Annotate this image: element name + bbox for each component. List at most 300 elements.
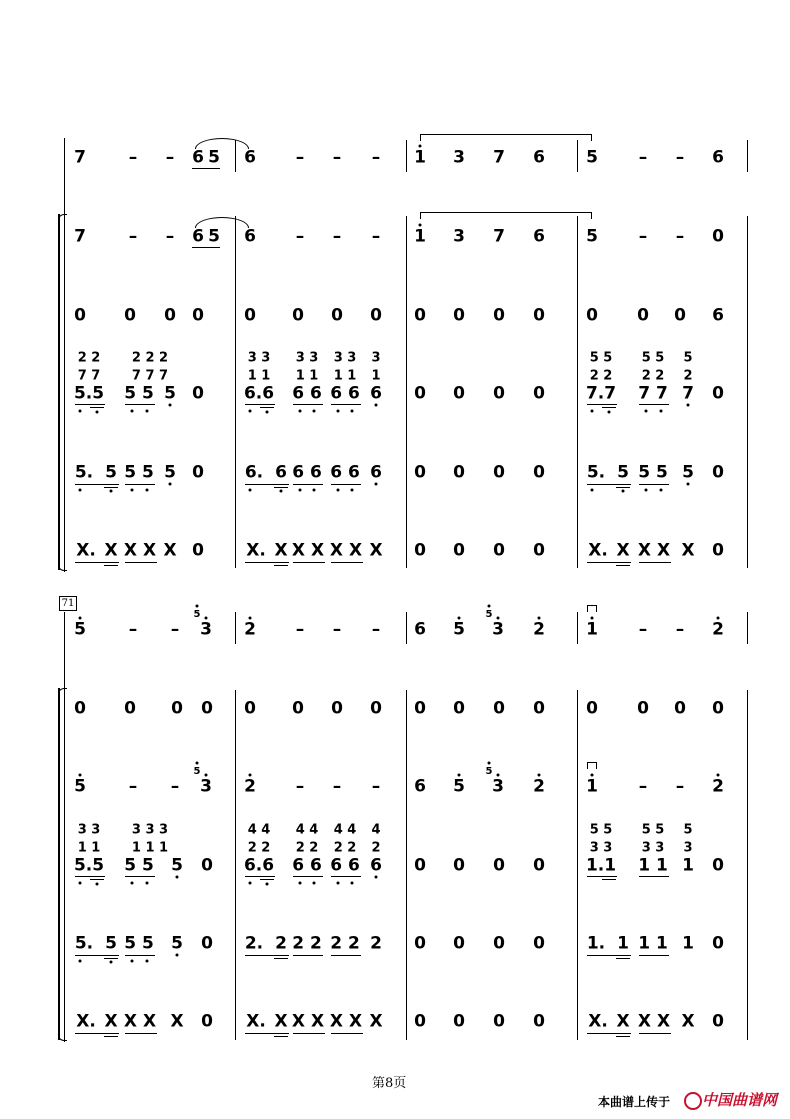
low-octave-dot <box>351 410 354 413</box>
octave-dot <box>205 774 208 777</box>
note: 0 <box>533 933 545 954</box>
note: 1 1 <box>638 855 668 876</box>
underline <box>192 168 220 169</box>
underline <box>274 565 288 566</box>
low-octave-dot <box>313 489 316 492</box>
low-octave-dot <box>249 489 252 492</box>
dash: – <box>295 776 305 797</box>
chord-top: 4 4 <box>333 822 357 838</box>
underline <box>125 404 155 405</box>
note: 0 <box>453 305 465 326</box>
note: 5 <box>105 462 117 483</box>
low-octave-dot <box>313 882 316 885</box>
underline <box>602 879 616 880</box>
dash: – <box>638 619 648 640</box>
note: 5 5 <box>638 462 668 483</box>
octave-dot <box>79 617 82 620</box>
dash: – <box>675 226 685 247</box>
note: 2 2 <box>292 933 322 954</box>
underline <box>587 876 617 877</box>
underline <box>587 484 631 485</box>
dash: – <box>675 147 685 168</box>
note: 3 <box>492 619 504 640</box>
bar-line <box>747 690 748 1040</box>
low-octave-dot <box>645 410 648 413</box>
underline <box>331 1033 363 1034</box>
note: 1 1 <box>638 933 668 954</box>
note: 6 <box>192 147 204 168</box>
note: 0 <box>201 855 213 876</box>
page-number: 第8页 <box>372 1076 407 1091</box>
note: 6 <box>414 776 426 797</box>
note: 0 <box>171 698 183 719</box>
bar-line <box>235 216 236 568</box>
note: 0 <box>453 855 465 876</box>
slur <box>195 138 249 149</box>
note: 0 <box>124 698 136 719</box>
note: 0 <box>533 462 545 483</box>
system-start-line <box>64 612 65 1042</box>
chord-top: 3 3 <box>295 350 319 366</box>
note: 5. <box>586 462 606 483</box>
octave-dot <box>196 762 199 765</box>
note: 0 <box>712 1011 724 1032</box>
octave-dot <box>488 605 491 608</box>
note: 0 <box>244 305 256 326</box>
note: 1 <box>414 226 426 247</box>
note: X. <box>76 540 96 561</box>
brace-bottom <box>58 562 67 571</box>
dash: – <box>332 147 342 168</box>
note: 7 <box>493 226 505 247</box>
note: 0 <box>192 305 204 326</box>
note: 0 <box>586 305 598 326</box>
low-octave-dot <box>146 882 149 885</box>
chord-mid: 2 2 <box>295 840 319 856</box>
chord-top: 3 3 <box>333 350 357 366</box>
note: 7 <box>682 383 694 404</box>
note: 7 7 <box>638 383 668 404</box>
underline <box>639 876 669 877</box>
chord-mid: 2 <box>371 840 381 856</box>
low-octave-dot <box>79 960 82 963</box>
low-octave-dot <box>351 882 354 885</box>
underline <box>192 247 220 248</box>
octave-dot <box>717 617 720 620</box>
note: 0 <box>292 698 304 719</box>
note: 0 <box>712 383 724 404</box>
note: 1 <box>682 855 694 876</box>
bar-line <box>406 690 407 1040</box>
low-octave-dot <box>249 410 252 413</box>
note: 0 <box>370 305 382 326</box>
low-octave-dot <box>687 404 690 407</box>
note: 0 <box>493 933 505 954</box>
note: 5. <box>74 462 94 483</box>
note: X. <box>246 1011 266 1032</box>
note: X <box>274 1011 288 1032</box>
octave-dot <box>419 145 422 148</box>
low-octave-dot <box>146 489 149 492</box>
underline <box>125 562 157 563</box>
note: 6 <box>370 462 382 483</box>
note: 0 <box>712 462 724 483</box>
note: 0 <box>414 462 426 483</box>
underline <box>104 1036 118 1037</box>
low-octave-dot <box>266 411 269 414</box>
low-octave-dot <box>131 410 134 413</box>
underline <box>75 484 119 485</box>
note: X <box>170 1011 184 1032</box>
dash: – <box>170 619 180 640</box>
octave-dot <box>79 774 82 777</box>
octave-dot <box>497 774 500 777</box>
note: 6 <box>533 226 545 247</box>
brace-line <box>58 214 60 570</box>
low-octave-dot <box>591 489 594 492</box>
low-octave-dot <box>375 483 378 486</box>
octave-dot <box>497 617 500 620</box>
chord-top: 3 3 3 <box>131 822 169 838</box>
underline <box>274 958 288 959</box>
note: 0 <box>201 698 213 719</box>
breath-mark <box>587 762 597 769</box>
low-octave-dot <box>375 404 378 407</box>
underline <box>293 404 323 405</box>
low-octave-dot <box>96 411 99 414</box>
low-octave-dot <box>110 961 113 964</box>
note: 6 <box>712 305 724 326</box>
note: 1 <box>682 933 694 954</box>
system-start-line <box>64 138 65 572</box>
dash: – <box>638 147 648 168</box>
grace-note: 5 <box>485 609 493 620</box>
breath-mark <box>587 605 597 612</box>
note: 0 <box>453 462 465 483</box>
bar-line <box>577 612 578 644</box>
note: 6 <box>533 147 545 168</box>
chord-mid: 2 2 <box>641 368 665 384</box>
low-octave-dot <box>351 489 354 492</box>
upload-notice: 本曲谱上传于 <box>598 1095 671 1109</box>
underline <box>331 876 361 877</box>
bar-line <box>747 140 748 172</box>
note: X <box>369 1011 383 1032</box>
chord-top: 3 3 <box>247 350 271 366</box>
chord-mid: 3 3 <box>641 840 665 856</box>
note: 5 <box>164 383 176 404</box>
note: 5 <box>74 776 86 797</box>
chord-mid: 3 3 <box>589 840 613 856</box>
chord-mid: 2 <box>683 368 693 384</box>
underline <box>293 876 323 877</box>
note: 6 <box>275 462 287 483</box>
slur <box>195 217 249 228</box>
note: 5 <box>171 933 183 954</box>
grace-note: 5 <box>485 766 493 777</box>
note: 6 6 <box>292 462 322 483</box>
note: 2 <box>712 619 724 640</box>
underline <box>639 562 671 563</box>
note: 6 <box>712 147 724 168</box>
note: X <box>104 540 118 561</box>
low-octave-dot <box>622 490 625 493</box>
chord-top: 3 <box>371 350 381 366</box>
note: X X <box>291 540 325 561</box>
low-octave-dot <box>79 410 82 413</box>
note: 6 <box>414 619 426 640</box>
underline <box>245 1033 289 1034</box>
measure-number: 71 <box>59 596 77 611</box>
underline <box>587 404 617 405</box>
low-octave-dot <box>313 410 316 413</box>
note: 0 <box>331 698 343 719</box>
note: 1 <box>586 619 598 640</box>
chord-top: 5 <box>683 350 693 366</box>
dash: – <box>332 776 342 797</box>
underline <box>104 487 118 488</box>
note: 3 <box>453 147 465 168</box>
underline <box>331 484 361 485</box>
note: 0 <box>192 540 204 561</box>
note: 1. <box>586 933 606 954</box>
note: X X <box>637 1011 671 1032</box>
low-octave-dot <box>660 489 663 492</box>
low-octave-dot <box>176 954 179 957</box>
low-octave-dot <box>645 489 648 492</box>
low-octave-dot <box>131 882 134 885</box>
chord-top: 2 2 <box>77 350 101 366</box>
underline <box>75 955 119 956</box>
note: 0 <box>414 1011 426 1032</box>
low-octave-dot <box>337 489 340 492</box>
note: 0 <box>712 226 724 247</box>
underline <box>331 955 361 956</box>
note: 5 <box>453 776 465 797</box>
octave-dot <box>205 617 208 620</box>
low-octave-dot <box>249 882 252 885</box>
note: 5 5 <box>124 462 154 483</box>
underline <box>587 955 631 956</box>
bar-line <box>577 140 578 172</box>
dash: – <box>638 776 648 797</box>
low-octave-dot <box>110 490 113 493</box>
low-octave-dot <box>146 410 149 413</box>
note: 0 <box>586 698 598 719</box>
note: 0 <box>292 305 304 326</box>
chord-top: 5 5 <box>641 822 665 838</box>
note: 1 <box>586 776 598 797</box>
low-octave-dot <box>131 489 134 492</box>
dash: – <box>371 226 381 247</box>
note: 0 <box>124 305 136 326</box>
low-octave-dot <box>337 882 340 885</box>
note: 2 <box>712 776 724 797</box>
chord-top: 4 <box>371 822 381 838</box>
note: 6 6 <box>330 462 360 483</box>
note: 5 <box>164 462 176 483</box>
underline <box>587 562 631 563</box>
note: 3 <box>492 776 504 797</box>
note: X <box>104 1011 118 1032</box>
note: 0 <box>453 698 465 719</box>
chord-mid: 3 <box>683 840 693 856</box>
note: 0 <box>453 1011 465 1032</box>
note: 0 <box>712 855 724 876</box>
underline <box>639 955 669 956</box>
underline <box>104 958 118 959</box>
grace-note: 5 <box>193 609 201 620</box>
underline <box>639 404 669 405</box>
chord-top: 2 2 2 <box>131 350 169 366</box>
note: 5 <box>208 147 220 168</box>
site-logo[interactable]: 中国曲谱网 <box>702 1091 778 1109</box>
underline <box>75 1033 119 1034</box>
low-octave-dot <box>608 411 611 414</box>
note: X X <box>291 1011 325 1032</box>
low-octave-dot <box>280 490 283 493</box>
note: X. <box>246 540 266 561</box>
octave-dot <box>538 774 541 777</box>
dash: – <box>371 776 381 797</box>
chord-top: 5 5 <box>641 350 665 366</box>
octave-dot <box>538 617 541 620</box>
underline <box>331 562 363 563</box>
note: 6 6 <box>292 383 322 404</box>
note: 0 <box>244 698 256 719</box>
dash: – <box>371 619 381 640</box>
low-octave-dot <box>337 410 340 413</box>
underline <box>125 876 155 877</box>
note: 6 <box>370 383 382 404</box>
note: 0 <box>712 540 724 561</box>
note: 6 6 <box>292 855 322 876</box>
dash: – <box>128 226 138 247</box>
chord-mid: 2 2 <box>247 840 271 856</box>
chord-mid: 1 1 <box>295 368 319 384</box>
note: 0 <box>74 698 86 719</box>
note: X X <box>123 1011 157 1032</box>
note: X X <box>123 540 157 561</box>
underline <box>274 487 288 488</box>
note: 0 <box>674 305 686 326</box>
chord-top: 4 4 <box>247 822 271 838</box>
underline <box>125 484 155 485</box>
underline <box>616 487 630 488</box>
underline <box>245 955 289 956</box>
chord-mid: 1 1 <box>333 368 357 384</box>
note: 5 <box>74 619 86 640</box>
note: 0 <box>533 305 545 326</box>
note: 0 <box>533 698 545 719</box>
note: 5 <box>105 933 117 954</box>
underline <box>125 955 155 956</box>
low-octave-dot <box>96 883 99 886</box>
note: 3 <box>453 226 465 247</box>
note: X <box>616 540 630 561</box>
underline <box>245 404 275 405</box>
dash: – <box>165 147 175 168</box>
octave-dot <box>196 605 199 608</box>
note: 0 <box>192 462 204 483</box>
note: 3 <box>200 776 212 797</box>
low-octave-dot <box>169 483 172 486</box>
note: X <box>369 540 383 561</box>
note: 5 <box>617 462 629 483</box>
note: 5.5 <box>73 855 105 876</box>
chord-mid: 7 7 7 <box>131 368 169 384</box>
note: 5 <box>586 226 598 247</box>
note: X <box>163 540 177 561</box>
note: 0 <box>453 933 465 954</box>
note: 6.6 <box>243 855 275 876</box>
note: 1 <box>414 147 426 168</box>
underline <box>602 407 616 408</box>
note: 2 <box>533 619 545 640</box>
note: X X <box>637 540 671 561</box>
note: 6. <box>244 462 264 483</box>
chord-top: 3 3 <box>77 822 101 838</box>
note: 1.1 <box>585 855 617 876</box>
low-octave-dot <box>299 410 302 413</box>
dash: – <box>332 226 342 247</box>
underline <box>331 404 361 405</box>
note: 5. <box>74 933 94 954</box>
note: 0 <box>164 305 176 326</box>
low-octave-dot <box>266 883 269 886</box>
chord-top: 4 4 <box>295 822 319 838</box>
note: 5 5 <box>124 855 154 876</box>
note: 6 <box>244 226 256 247</box>
slur <box>420 134 592 141</box>
chord-top: 5 5 <box>589 350 613 366</box>
brace-top <box>58 688 67 697</box>
note: 0 <box>370 698 382 719</box>
note: 0 <box>453 383 465 404</box>
note: 0 <box>493 305 505 326</box>
note: 0 <box>533 383 545 404</box>
brace-top <box>58 214 67 223</box>
low-octave-dot <box>687 483 690 486</box>
octave-dot <box>419 224 422 227</box>
note: 0 <box>74 305 86 326</box>
underline <box>245 876 275 877</box>
note: 2 <box>244 776 256 797</box>
note: 0 <box>533 1011 545 1032</box>
dash: – <box>170 776 180 797</box>
note: 6 <box>244 147 256 168</box>
note: 5 <box>682 462 694 483</box>
underline <box>639 484 669 485</box>
underline <box>293 562 325 563</box>
low-octave-dot <box>591 410 594 413</box>
underline <box>293 1033 325 1034</box>
chord-mid: 1 1 <box>77 840 101 856</box>
chord-top: 5 5 <box>589 822 613 838</box>
low-octave-dot <box>176 876 179 879</box>
bar-line <box>235 612 236 644</box>
note: 5 5 <box>124 383 154 404</box>
bar-line <box>577 216 578 568</box>
underline <box>75 404 105 405</box>
dash: – <box>675 619 685 640</box>
underline <box>75 562 119 563</box>
low-octave-dot <box>79 882 82 885</box>
octave-dot <box>591 617 594 620</box>
site-logo-icon <box>684 1092 702 1110</box>
dash: – <box>128 147 138 168</box>
note: 1 <box>617 933 629 954</box>
